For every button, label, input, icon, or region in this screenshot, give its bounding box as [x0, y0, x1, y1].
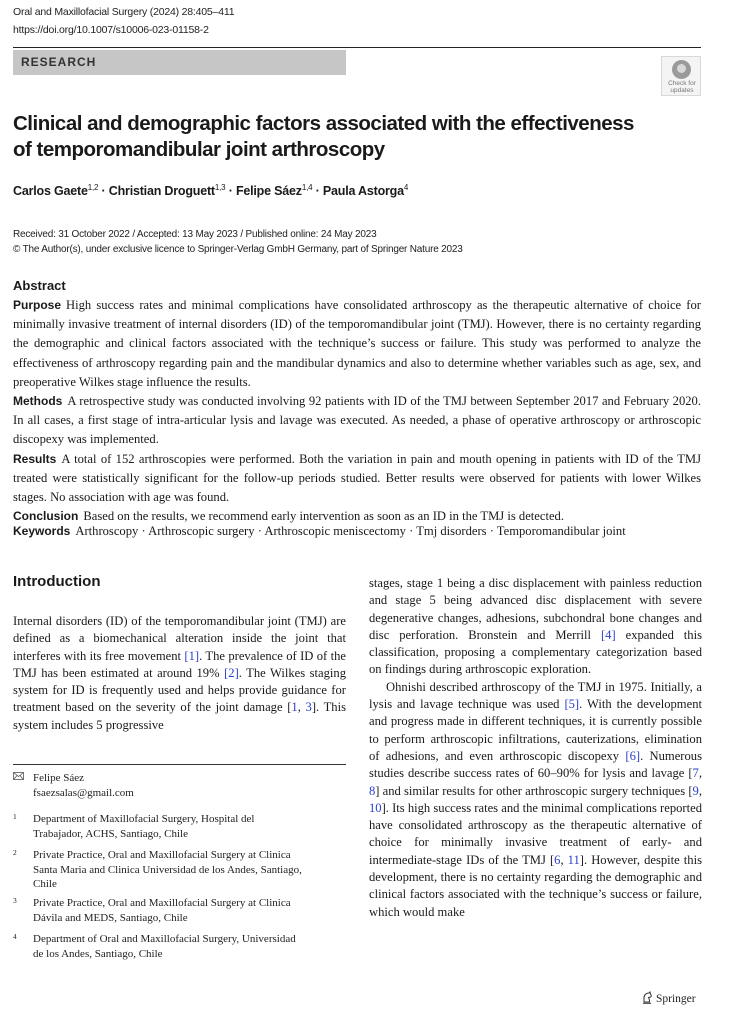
author-affiliation: 4 [403, 183, 409, 192]
check-updates-line2: updates [670, 87, 694, 94]
affiliation-3: 3 Private Practice, Oral and Maxillofacial Surgery at Clinica Dávila and MEDS, Santiago, Chile [13, 896, 291, 924]
citation-link[interactable]: 9 [692, 783, 699, 798]
keywords-list: Arthroscopy · Arthroscopic surgery · Arthroscopic meniscectomy · Tmj disorders · Temporomandibular joint [75, 524, 626, 538]
envelope-icon [13, 772, 24, 780]
springer-knight-logo-icon [641, 991, 653, 1004]
author-affiliation: 1,4 [301, 183, 313, 192]
author-name[interactable]: Christian Droguett [108, 184, 215, 198]
author-name[interactable]: Carlos Gaete [13, 184, 88, 198]
abstract-methods: Methods A retrospective study was conducted involving 92 patients with ID of the TMJ between September 2017 and February 2020. In all cases, a first stage of intra-articular lysis and lavage was executed. As needed, a phase of operative arthroscopy or arthroscopic discopexy was implemented. [13, 394, 701, 447]
journal-citation: Oral and Maxillofacial Surgery (2024) 28:405–411 [13, 6, 235, 18]
author-affiliation: 1,2 [87, 183, 99, 192]
section-band [13, 50, 346, 75]
citation-link[interactable]: 6 [554, 852, 561, 867]
keywords-label: Keywords [13, 524, 71, 538]
header-divider [13, 47, 701, 48]
citation-link[interactable]: 10 [369, 800, 382, 815]
citation-link[interactable]: 11 [567, 852, 580, 867]
citation-link[interactable]: 8 [369, 783, 376, 798]
corresponding-name: Felipe Sáez [33, 772, 85, 784]
abstract-results: Results A total of 152 arthroscopies were performed. Both the variation in pain and mouth opening in patients with ID of the TMJ treated were statistically significant for the follow-up periods studied. Better results were observed for patients with lower Wilkes stages. No association with age was found. [13, 451, 701, 505]
affiliation-2: 2 Private Practice, Oral and Maxillofacial Surgery at Clinica Santa Maria and Clinica Universidad de los Andes, Santiago, Chile [13, 848, 302, 890]
copyright-notice: © The Author(s), under exclusive licence to Springer-Verlag GmbH Germany, part of Springer Nature 2023 [13, 244, 463, 255]
footnote-divider [13, 764, 346, 765]
abstract-heading: Abstract [13, 278, 66, 293]
citation-link[interactable]: [5] [564, 697, 580, 712]
citation-link[interactable]: [4] [600, 627, 616, 642]
abstract-conclusion: Conclusion Based on the results, we recommend early intervention as soon as an ID in the TMJ is detected. [13, 509, 564, 524]
check-for-updates-badge-icon [672, 60, 691, 79]
citation-link[interactable]: 3 [305, 700, 312, 715]
intro-paragraph: stages, stage 1 being a disc displacement with painless reduction and stage 5 being advanced disc displacement with severe degenerative changes, adhesions, subchondral bone changes and disc perforation. Bronstein and Merrill [4] expanded this classification, proposing a complementary categorization based on findings during arthroscopic exploration. [369, 576, 703, 677]
citation-link[interactable]: [6] [625, 748, 641, 763]
intro-paragraph: Ohnishi described arthroscopy of the TMJ in 1975. Initially, a lysis and lavage technique was used [5]. With the development and progress made in different techniques, it is currently possible to perform arthroscopic infiltrations, cauterizations, elimination of adhesions, and even arthroscopic discopexy [6]. Numerous studies describe success rates of 60–90% for lysis and lavage [7, 8] and similar results for other arthroscopic surgery techniques [9, 10]. Its high success rates and the minimal complications reported have consolidated arthroscopy as the therapeutic alternative of choice for minimally invasive treatment of early- and intermediate-stage IDs of the TMJ [6, 11]. However, despite this development, there is no certainty regarding the demographic and clinical factors associated with the technique’s success or failure, which would make [369, 679, 702, 919]
intro-left-column [13, 613, 346, 734]
citation-link[interactable]: [1] [184, 648, 200, 663]
affiliation-1: 1 Department of Maxillofacial Surgery, Hospital del Trabajador, ACHS, Santiago, Chile [13, 812, 255, 840]
section-label: RESEARCH [21, 55, 97, 69]
intro-paragraph: Internal disorders (ID) of the temporomandibular joint (TMJ) are defined as a biomechanical alteration inside the joint that interferes with its free movement [1]. The prevalence of ID of the TMJ has been estimated at around 19% [2]. The Wilkes staging system for ID is frequently used and helps provide guidance for treatment based on the severity of the joint damage [1, 3]. This system includes 5 progressive [13, 614, 347, 732]
citation-link[interactable]: 7 [692, 766, 699, 781]
article-title: Clinical and demographic factors associated with the effectiveness of temporomandibular joint arthroscopy [13, 112, 634, 161]
corresponding-email[interactable]: fsaezsalas@gmail.com [33, 786, 134, 799]
affiliation-4: 4 Department of Oral and Maxillofacial Surgery, Universidad de los Andes, Santiago, Chile [13, 932, 296, 960]
abstract-body [13, 296, 701, 526]
citation-link[interactable]: 1 [291, 700, 298, 715]
author-name[interactable]: Felipe Sáez [235, 184, 302, 198]
publisher-logo [641, 991, 696, 1005]
introduction-heading: Introduction [13, 573, 101, 590]
corresponding-author [13, 771, 346, 801]
author-affiliation: 1,3 [214, 183, 226, 192]
check-for-updates-button[interactable] [661, 56, 701, 96]
check-updates-line1: Check for [668, 80, 696, 87]
keywords [13, 522, 713, 540]
publication-dates [13, 227, 463, 257]
doi-link[interactable]: https://doi.org/10.1007/s10006-023-01158-2 [13, 24, 209, 36]
citation-link[interactable]: [2] [224, 665, 239, 680]
author-list: Carlos Gaete$^{1,2}$ · Christian Droguett$^{1,3}$ · Felipe Sáez$^{1,4}$ · Paula Astorga$^4$ [13, 183, 409, 198]
abstract-purpose: Purpose High success rates and minimal complications have consolidated arthroscopy as the therapeutic alternative of choice for minimally invasive treatment of internal disorders (ID) of the temporomandibular joint (TMJ). However, there is no certainty regarding the demographic and clinical factors associated with the technique’s success or failure. This study was performed to analyze the effectiveness of arthroscopy regarding pain and the mandibular dynamics and also to determine whether variables such as age, sex, and preoperative Wilkes stage influence the results. [13, 298, 701, 389]
history-dates: Received: 31 October 2022 / Accepted: 13 May 2023 / Published online: 24 May 2023 [13, 229, 377, 240]
author-name[interactable]: Paula Astorga [322, 184, 404, 198]
publisher-name: Springer [656, 993, 696, 1005]
intro-right-column [369, 575, 702, 921]
